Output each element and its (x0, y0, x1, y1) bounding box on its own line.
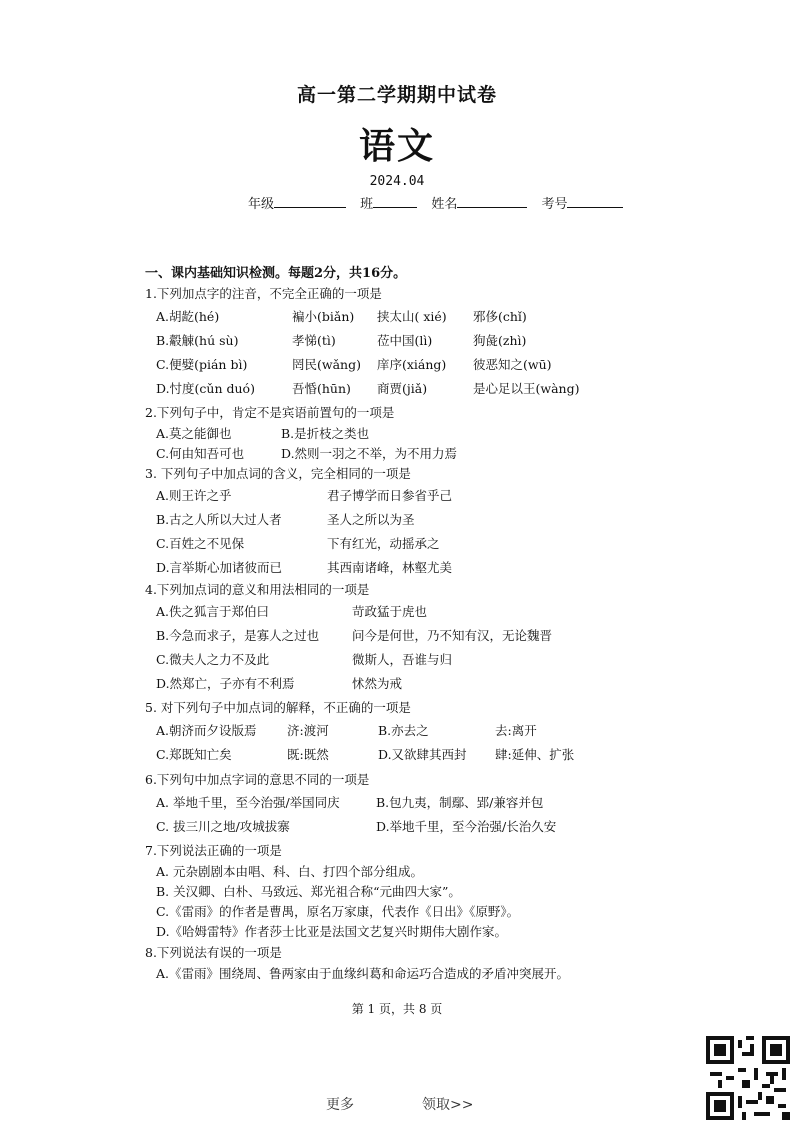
class-blank (373, 195, 417, 208)
q5-option: B.亦去之 (378, 723, 429, 738)
q4-option: 问今是何世，乃不知有汉，无论魏晋 (352, 628, 553, 643)
q1-option: 罔民(wǎng) (292, 357, 361, 372)
exam-date: 2024.04 (369, 174, 425, 189)
q6-option: B.包九夷，制鄢、郢/兼容并包 (376, 795, 544, 810)
q3-option: B.古之人所以大过人者 (156, 512, 282, 527)
name-blank (457, 195, 527, 208)
q6-option: D.举地千里，至今治强/长治久安 (376, 819, 557, 834)
q3-option: 圣人之所以为圣 (327, 512, 415, 527)
exam-title: 高一第二学期期中试卷 (296, 84, 497, 106)
q6-option: A. 举地千里，至今治强/举国同庆 (156, 795, 340, 810)
q3-option: A.则王许之乎 (156, 488, 232, 503)
q7-option: B. 关汉卿、白朴、马致远、郑光祖合称“元曲四大家”。 (156, 884, 461, 899)
q5-option: C.郑既知亡矣 (156, 747, 232, 762)
q1-option: 孝悌(tì) (292, 333, 336, 348)
q3-option: 其西南诸峰，林壑尤美 (327, 560, 453, 575)
q7-option: D.《哈姆雷特》作者莎士比亚是法国文艺复兴时期伟大剧作家。 (156, 924, 508, 939)
q2-option: B.是折枝之类也 (281, 426, 370, 441)
q5-option: A.朝济而夕设版焉 (156, 723, 257, 738)
name-label: 姓名 (431, 197, 458, 212)
question-2-stem: 2.下列句子中，肯定不是宾语前置句的一项是 (145, 405, 395, 420)
q3-option: C.百姓之不见保 (156, 536, 245, 551)
q4-option: A.佚之狐言于郑伯曰 (156, 604, 270, 619)
class-label: 班 (360, 197, 374, 212)
q1-option: 狗彘(zhì) (473, 333, 527, 348)
q1-option: 吾惛(hūn) (292, 381, 351, 396)
q1-option: 是心足以王(wàng) (473, 381, 580, 396)
grade-blank (274, 195, 346, 208)
more-link[interactable]: 更多 (326, 1097, 354, 1113)
q5-option: D.又欲肆其西封 (378, 747, 467, 762)
student-info-line (248, 193, 633, 212)
q1-option: 邪侈(chǐ) (473, 309, 527, 324)
q5-gloss: 肆:延伸、扩张 (495, 747, 575, 762)
q5-gloss: 去:离开 (495, 723, 537, 738)
subject-title: 语文 (358, 125, 435, 167)
q1-option: 挟太山( xié) (377, 309, 447, 324)
q7-option: A. 元杂剧剧本由唱、科、白、打四个部分组成。 (156, 864, 423, 879)
question-1-stem: 1.下列加点字的注音，不完全正确的一项是 (145, 286, 382, 301)
question-7-stem: 7.下列说法正确的一项是 (145, 843, 282, 858)
exam-no-label: 考号 (541, 197, 568, 212)
q1-option: 商贾(jiǎ) (377, 381, 428, 396)
question-6-stem: 6.下列句中加点字词的意思不同的一项是 (145, 772, 370, 787)
q1-option: 彼恶知之(wū) (473, 357, 552, 372)
q1-option: 褊小(biǎn) (292, 309, 355, 324)
q2-option: D.然则一羽之不举，为不用力焉 (281, 446, 458, 461)
q6-option: C. 拔三川之地/攻城拔寨 (156, 819, 290, 834)
question-3-stem: 3. 下列句子中加点词的含义，完全相同的一项是 (145, 466, 411, 481)
grade-label: 年级 (248, 197, 275, 212)
q1-option: C.便嬖(pián bì) (156, 357, 248, 372)
q5-gloss: 既:既然 (287, 747, 329, 762)
q4-option: C.微夫人之力不及此 (156, 652, 270, 667)
q4-option: 苛政猛于虎也 (352, 604, 428, 619)
q4-option: B.今急而求子，是寡人之过也 (156, 628, 320, 643)
question-4-stem: 4.下列加点词的意义和用法相同的一项是 (145, 582, 370, 597)
q3-option: 君子博学而日参省乎己 (327, 488, 453, 503)
question-5-stem: 5. 对下列句子中加点词的解释，不正确的一项是 (145, 700, 411, 715)
question-8-stem: 8.下列说法有误的一项是 (145, 945, 282, 960)
q4-option: 怵然为戒 (352, 676, 403, 691)
q1-option: D.忖度(cǔn duó) (156, 381, 255, 396)
q2-option: A.莫之能御也 (156, 426, 232, 441)
q1-option: A.胡龁(hé) (156, 309, 220, 324)
q4-option: D.然郑亡，子亦有不利焉 (156, 676, 295, 691)
q3-option: D.言举斯心加诸彼而已 (156, 560, 283, 575)
q5-gloss: 济:渡河 (287, 723, 329, 738)
q7-option: C.《雷雨》的作者是曹禺，原名万家康，代表作《日出》《原野》。 (156, 904, 520, 919)
q1-option: B.觳觫(hú sù) (156, 333, 239, 348)
qr-code-icon (706, 1036, 790, 1120)
q3-option: 下有红光，动摇承之 (327, 536, 440, 551)
get-link[interactable]: 领取>> (422, 1097, 474, 1113)
exam-no-blank (567, 195, 623, 208)
q1-option: 庠序(xiáng) (377, 357, 447, 372)
q8-option: A.《雷雨》围绕周、鲁两家由于血缘纠葛和命运巧合造成的矛盾冲突展开。 (156, 966, 570, 981)
q4-option: 微斯人，吾谁与归 (352, 652, 453, 667)
q2-option: C.何由知吾可也 (156, 446, 245, 461)
page-footer: 第 1 页，共 8 页 (351, 1002, 443, 1016)
section-heading: 一、课内基础知识检测。每题2分，共16分。 (145, 266, 407, 281)
q1-option: 莅中国(lì) (377, 333, 433, 348)
